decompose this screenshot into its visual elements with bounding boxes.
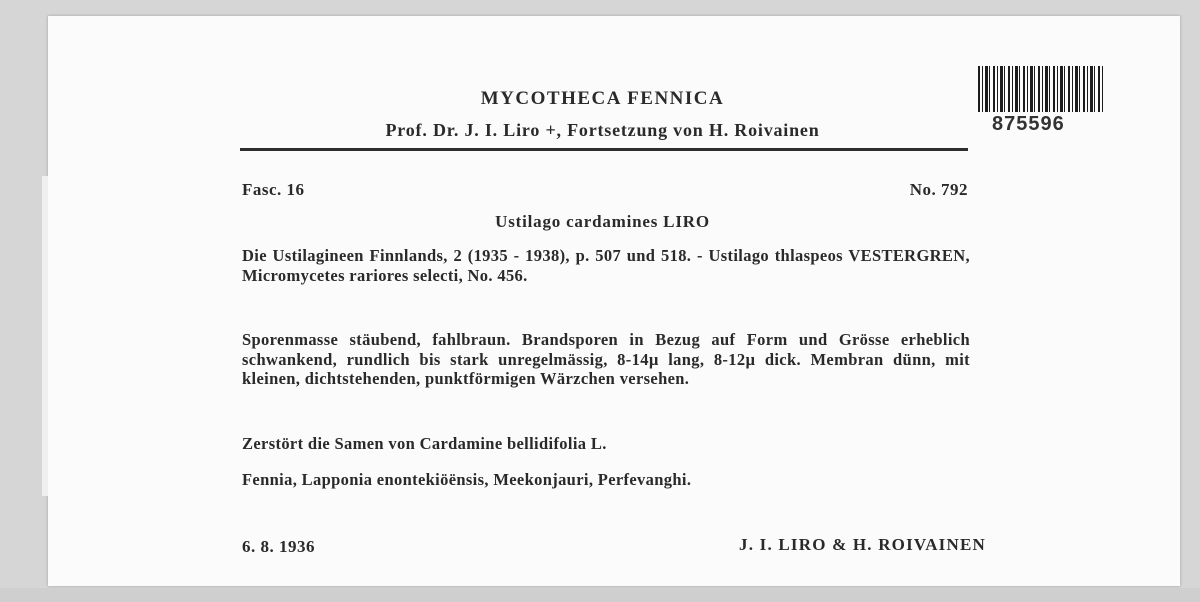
description-paragraph: Sporenmasse stäubend, fahlbraun. Brandsporen in Bezug auf Form und Grösse erheblich schwankend, rundlich bis stark unregelmässig, 8-14µ lang, 8-12µ dick. Membran dünn, mit kleinen, dichtstehenden, punktförmigen Wärzchen versehen. <box>242 330 970 388</box>
background-strip <box>0 588 1200 602</box>
species-name: Ustilago cardamines LIRO <box>495 212 710 231</box>
editors-line: Prof. Dr. J. I. Liro +, Fortsetzung von H. Roivainen <box>385 120 820 140</box>
host-paragraph: Zerstört die Samen von Cardamine bellidifolia L. <box>242 434 607 453</box>
collectors: J. I. LIRO & H. ROIVAINEN <box>739 535 986 554</box>
locality-paragraph: Fennia, Lapponia enontekiöënsis, Meekonjauri, Perfevanghi. <box>242 470 692 489</box>
fascicle-number: Fasc. 16 <box>242 180 305 199</box>
references-paragraph: Die Ustilagineen Finnlands, 2 (1935 - 1938), p. 507 und 518. - Ustilago thlaspeos VESTERGREN, Micromycetes rariores selecti, No. 456. <box>242 246 970 285</box>
series-title: MYCOTHECA FENNICA <box>480 88 725 109</box>
header-divider <box>240 148 968 151</box>
barcode-number: 875596 <box>992 113 1065 135</box>
specimen-number: No. 792 <box>909 180 968 199</box>
barcode-icon <box>978 66 1104 112</box>
collection-date: 6. 8. 1936 <box>242 537 315 556</box>
